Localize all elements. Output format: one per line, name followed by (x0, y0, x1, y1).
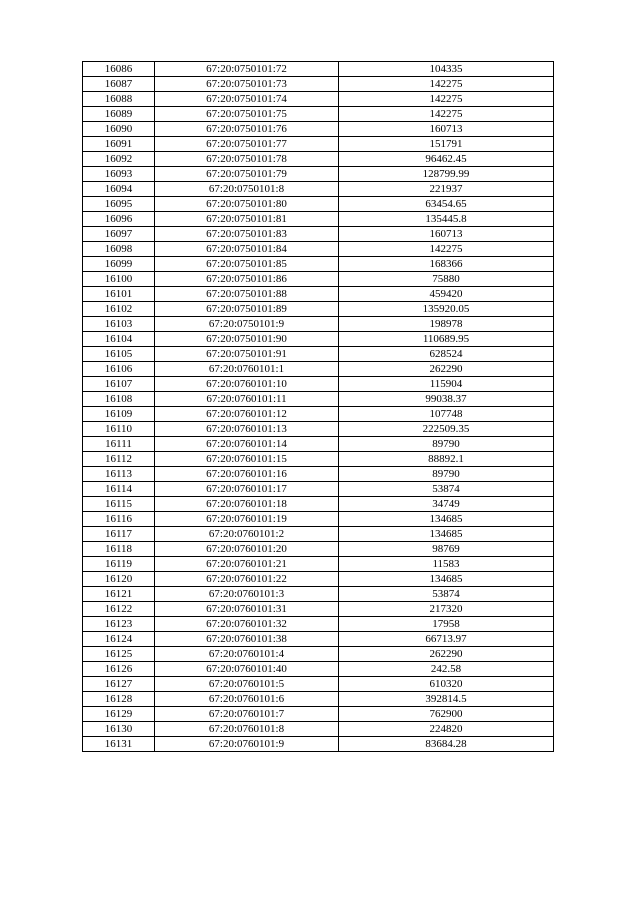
table-row (83, 122, 554, 137)
table-body (83, 62, 554, 752)
table-row (83, 662, 554, 677)
value-cell: 104335 (339, 62, 554, 77)
value-cell: 99038.37 (339, 392, 554, 407)
cadastral-number-cell: 67:20:0750101:75 (155, 107, 339, 122)
table-row (83, 437, 554, 452)
row-number-cell: 16105 (83, 347, 155, 362)
table-row (83, 392, 554, 407)
row-number-cell: 16093 (83, 167, 155, 182)
table-row (83, 542, 554, 557)
cadastral-number-cell: 67:20:0760101:11 (155, 392, 339, 407)
cadastral-number-cell: 67:20:0760101:16 (155, 467, 339, 482)
cadastral-number-cell: 67:20:0750101:91 (155, 347, 339, 362)
cadastral-number-cell: 67:20:0750101:85 (155, 257, 339, 272)
cadastral-number-cell: 67:20:0750101:88 (155, 287, 339, 302)
value-cell: 392814.5 (339, 692, 554, 707)
cadastral-number-cell: 67:20:0750101:76 (155, 122, 339, 137)
value-cell: 262290 (339, 647, 554, 662)
table-row (83, 362, 554, 377)
cadastral-number-cell: 67:20:0760101:22 (155, 572, 339, 587)
cadastral-number-cell: 67:20:0760101:12 (155, 407, 339, 422)
table-row (83, 512, 554, 527)
table-row (83, 212, 554, 227)
row-number-cell: 16090 (83, 122, 155, 137)
value-cell: 107748 (339, 407, 554, 422)
value-cell: 134685 (339, 572, 554, 587)
cadastral-number-cell: 67:20:0760101:38 (155, 632, 339, 647)
table-row (83, 722, 554, 737)
cadastral-number-cell: 67:20:0760101:5 (155, 677, 339, 692)
table-row (83, 527, 554, 542)
value-cell: 96462.45 (339, 152, 554, 167)
value-cell: 762900 (339, 707, 554, 722)
table-row (83, 272, 554, 287)
value-cell: 53874 (339, 587, 554, 602)
cadastral-number-cell: 67:20:0760101:8 (155, 722, 339, 737)
value-cell: 134685 (339, 512, 554, 527)
value-cell: 160713 (339, 227, 554, 242)
value-cell: 34749 (339, 497, 554, 512)
cadastral-number-cell: 67:20:0750101:80 (155, 197, 339, 212)
value-cell: 160713 (339, 122, 554, 137)
row-number-cell: 16108 (83, 392, 155, 407)
value-cell: 17958 (339, 617, 554, 632)
row-number-cell: 16088 (83, 92, 155, 107)
value-cell: 110689.95 (339, 332, 554, 347)
value-cell: 222509.35 (339, 422, 554, 437)
cadastral-number-cell: 67:20:0760101:32 (155, 617, 339, 632)
row-number-cell: 16103 (83, 317, 155, 332)
row-number-cell: 16129 (83, 707, 155, 722)
cadastral-number-cell: 67:20:0760101:10 (155, 377, 339, 392)
row-number-cell: 16089 (83, 107, 155, 122)
row-number-cell: 16114 (83, 482, 155, 497)
value-cell: 53874 (339, 482, 554, 497)
row-number-cell: 16097 (83, 227, 155, 242)
row-number-cell: 16100 (83, 272, 155, 287)
table-row (83, 707, 554, 722)
row-number-cell: 16131 (83, 737, 155, 752)
row-number-cell: 16112 (83, 452, 155, 467)
table-row (83, 407, 554, 422)
table-row (83, 572, 554, 587)
table-row (83, 422, 554, 437)
cadastral-number-cell: 67:20:0760101:31 (155, 602, 339, 617)
cadastral-number-cell: 67:20:0760101:21 (155, 557, 339, 572)
table-row (83, 557, 554, 572)
cadastral-number-cell: 67:20:0760101:40 (155, 662, 339, 677)
row-number-cell: 16091 (83, 137, 155, 152)
cadastral-number-cell: 67:20:0750101:78 (155, 152, 339, 167)
value-cell: 142275 (339, 242, 554, 257)
table-row (83, 197, 554, 212)
table-row (83, 287, 554, 302)
row-number-cell: 16104 (83, 332, 155, 347)
cadastral-number-cell: 67:20:0760101:20 (155, 542, 339, 557)
cadastral-number-cell: 67:20:0760101:18 (155, 497, 339, 512)
value-cell: 459420 (339, 287, 554, 302)
cadastral-number-cell: 67:20:0750101:74 (155, 92, 339, 107)
value-cell: 98769 (339, 542, 554, 557)
table-row (83, 377, 554, 392)
value-cell: 128799.99 (339, 167, 554, 182)
value-cell: 262290 (339, 362, 554, 377)
value-cell: 217320 (339, 602, 554, 617)
table-row (83, 647, 554, 662)
cadastral-number-cell: 67:20:0750101:79 (155, 167, 339, 182)
cadastral-number-cell: 67:20:0750101:73 (155, 77, 339, 92)
row-number-cell: 16107 (83, 377, 155, 392)
value-cell: 63454.65 (339, 197, 554, 212)
row-number-cell: 16098 (83, 242, 155, 257)
cadastral-number-cell: 67:20:0760101:7 (155, 707, 339, 722)
table-row (83, 467, 554, 482)
row-number-cell: 16099 (83, 257, 155, 272)
value-cell: 89790 (339, 437, 554, 452)
cadastral-number-cell: 67:20:0760101:2 (155, 527, 339, 542)
row-number-cell: 16111 (83, 437, 155, 452)
table-row (83, 452, 554, 467)
row-number-cell: 16125 (83, 647, 155, 662)
row-number-cell: 16118 (83, 542, 155, 557)
row-number-cell: 16092 (83, 152, 155, 167)
table-row (83, 77, 554, 92)
value-cell: 142275 (339, 107, 554, 122)
cadastral-number-cell: 67:20:0760101:9 (155, 737, 339, 752)
value-cell: 75880 (339, 272, 554, 287)
cadastral-number-cell: 67:20:0750101:77 (155, 137, 339, 152)
row-number-cell: 16124 (83, 632, 155, 647)
row-number-cell: 16101 (83, 287, 155, 302)
value-cell: 224820 (339, 722, 554, 737)
value-cell: 89790 (339, 467, 554, 482)
table-row (83, 617, 554, 632)
cadastral-number-cell: 67:20:0760101:19 (155, 512, 339, 527)
cadastral-number-cell: 67:20:0750101:9 (155, 317, 339, 332)
value-cell: 115904 (339, 377, 554, 392)
table-row (83, 92, 554, 107)
value-cell: 83684.28 (339, 737, 554, 752)
row-number-cell: 16121 (83, 587, 155, 602)
row-number-cell: 16130 (83, 722, 155, 737)
table-row (83, 227, 554, 242)
row-number-cell: 16095 (83, 197, 155, 212)
table-row (83, 332, 554, 347)
cadastral-number-cell: 67:20:0760101:15 (155, 452, 339, 467)
table-row (83, 302, 554, 317)
table-row (83, 152, 554, 167)
value-cell: 88892.1 (339, 452, 554, 467)
row-number-cell: 16094 (83, 182, 155, 197)
row-number-cell: 16109 (83, 407, 155, 422)
value-cell: 151791 (339, 137, 554, 152)
row-number-cell: 16120 (83, 572, 155, 587)
table-row (83, 497, 554, 512)
cadastral-number-cell: 67:20:0750101:86 (155, 272, 339, 287)
table-row (83, 692, 554, 707)
value-cell: 142275 (339, 92, 554, 107)
row-number-cell: 16128 (83, 692, 155, 707)
value-cell: 142275 (339, 77, 554, 92)
table-row (83, 257, 554, 272)
table-row (83, 107, 554, 122)
row-number-cell: 16110 (83, 422, 155, 437)
table-row (83, 317, 554, 332)
value-cell: 168366 (339, 257, 554, 272)
table-row (83, 482, 554, 497)
value-cell: 610320 (339, 677, 554, 692)
row-number-cell: 16106 (83, 362, 155, 377)
cadastral-number-cell: 67:20:0760101:14 (155, 437, 339, 452)
table-row (83, 167, 554, 182)
table-row (83, 737, 554, 752)
cadastral-number-cell: 67:20:0750101:83 (155, 227, 339, 242)
cadastral-number-cell: 67:20:0750101:89 (155, 302, 339, 317)
row-number-cell: 16117 (83, 527, 155, 542)
value-cell: 198978 (339, 317, 554, 332)
table-row (83, 677, 554, 692)
row-number-cell: 16122 (83, 602, 155, 617)
table-row (83, 182, 554, 197)
cadastral-value-table (82, 61, 554, 752)
value-cell: 66713.97 (339, 632, 554, 647)
row-number-cell: 16113 (83, 467, 155, 482)
cadastral-number-cell: 67:20:0750101:81 (155, 212, 339, 227)
cadastral-number-cell: 67:20:0760101:1 (155, 362, 339, 377)
row-number-cell: 16123 (83, 617, 155, 632)
cadastral-number-cell: 67:20:0760101:3 (155, 587, 339, 602)
row-number-cell: 16115 (83, 497, 155, 512)
table-row (83, 62, 554, 77)
value-cell: 135920.05 (339, 302, 554, 317)
value-cell: 135445.8 (339, 212, 554, 227)
table-row (83, 347, 554, 362)
table-row (83, 602, 554, 617)
row-number-cell: 16096 (83, 212, 155, 227)
cadastral-number-cell: 67:20:0760101:6 (155, 692, 339, 707)
table-row (83, 242, 554, 257)
cadastral-number-cell: 67:20:0760101:13 (155, 422, 339, 437)
value-cell: 11583 (339, 557, 554, 572)
row-number-cell: 16119 (83, 557, 155, 572)
cadastral-number-cell: 67:20:0750101:72 (155, 62, 339, 77)
value-cell: 242.58 (339, 662, 554, 677)
row-number-cell: 16126 (83, 662, 155, 677)
row-number-cell: 16087 (83, 77, 155, 92)
value-cell: 628524 (339, 347, 554, 362)
value-cell: 134685 (339, 527, 554, 542)
cadastral-number-cell: 67:20:0750101:90 (155, 332, 339, 347)
table-row (83, 587, 554, 602)
row-number-cell: 16102 (83, 302, 155, 317)
cadastral-number-cell: 67:20:0760101:17 (155, 482, 339, 497)
cadastral-number-cell: 67:20:0750101:8 (155, 182, 339, 197)
row-number-cell: 16127 (83, 677, 155, 692)
table-row (83, 632, 554, 647)
cadastral-number-cell: 67:20:0760101:4 (155, 647, 339, 662)
table-row (83, 137, 554, 152)
row-number-cell: 16116 (83, 512, 155, 527)
row-number-cell: 16086 (83, 62, 155, 77)
cadastral-number-cell: 67:20:0750101:84 (155, 242, 339, 257)
value-cell: 221937 (339, 182, 554, 197)
